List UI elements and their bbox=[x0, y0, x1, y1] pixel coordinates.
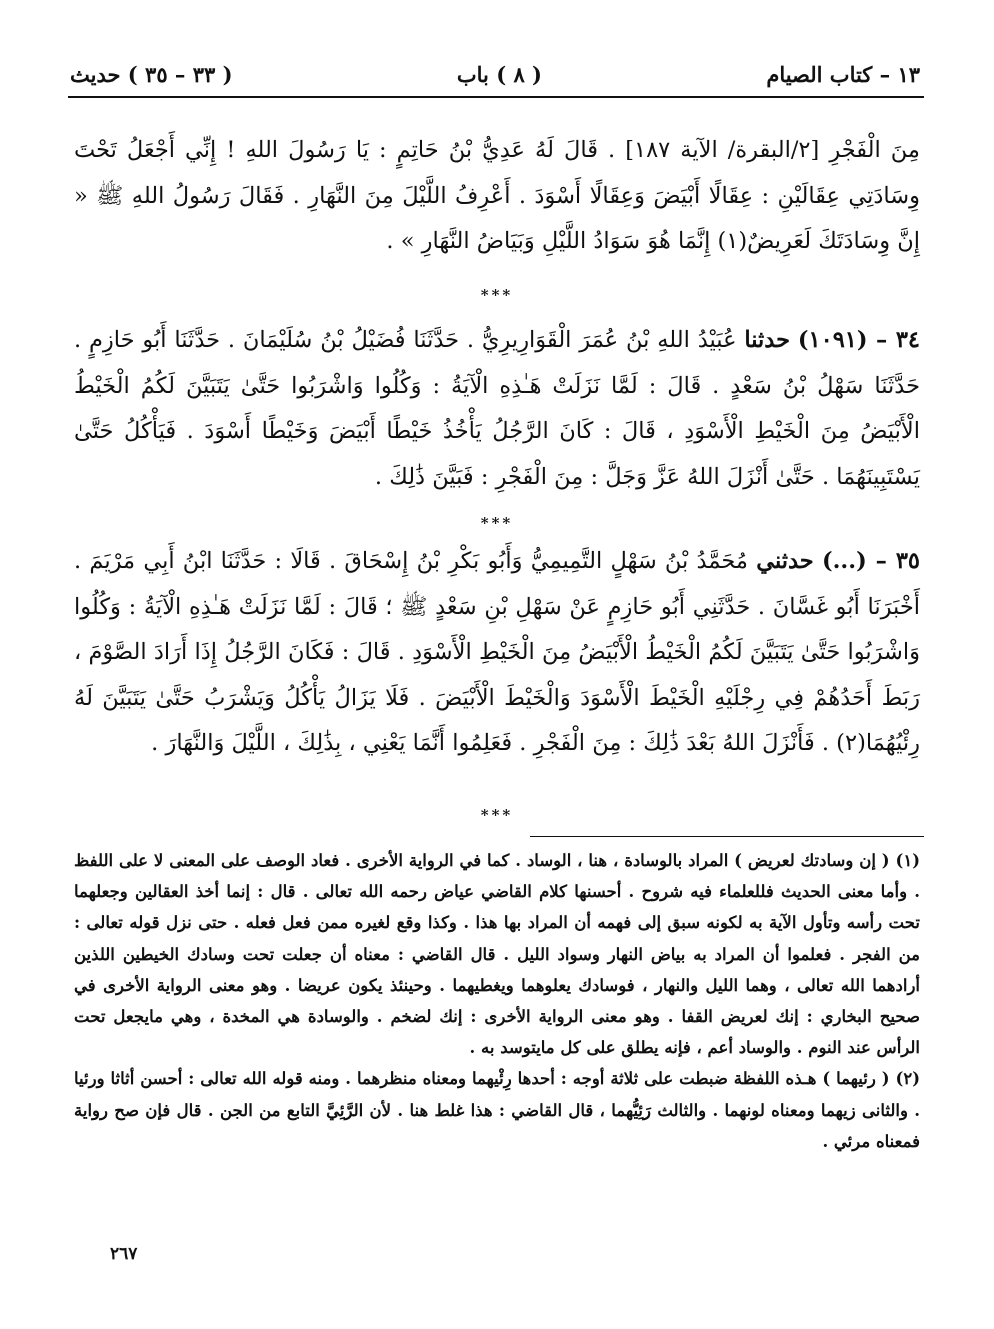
paragraph-text: مِنَ الْفَجْرِ [٢/البقرة/ الآية ١٨٧] . قَالَ لَهُ عَدِيُّ بْنُ حَاتِمٍ : يَا رَسُولَ اللهِ ! إِنِّي أَجْعَلُ تَحْتَ وِسَادَتِي عِقَالَيْنِ : عِقَالًا أَبْيَضَ وَعِقَالًا أَسْوَدَ . أَعْرِفُ اللَّيْلَ مِنَ النَّهَارِ . فَقَالَ رَسُولُ اللهِ ﷺ « إِنَّ وِسَادَتَكَ لَعَرِيضٌ(١) إِنَّمَا هُوَ سَوَادُ اللَّيْلِ وَبَيَاضُ النَّهَارِ » . bbox=[74, 137, 920, 254]
footnote-rule bbox=[530, 836, 924, 837]
hadith-text: عُبَيْدُ اللهِ بْنُ عُمَرَ الْقَوَارِيرِيُّ . حَدَّثَنَا فُضَيْلُ بْنُ سُلَيْمَانَ . حَدَّثَنَا أَبُو حَازِمٍ . حَدَّثَنَا سَهْلُ بْنُ سَعْدٍ . قَالَ : لَمَّا نَزَلَتْ هَـٰذِهِ الْآيَةُ : وَكُلُوا وَاشْرَبُوا حَتَّىٰ يَتَبَيَّنَ لَكُمُ الْخَيْطُ الْأَبْيَضُ مِنَ الْخَيْطِ الْأَسْوَدِ ، قَالَ : كَانَ الرَّجُلُ يَأْخُذُ خَيْطًا أَبْيَضَ وَخَيْطًا أَسْوَدَ . فَيَأْكُلُ حَتَّىٰ يَسْتَبِينَهُمَا . حَتَّىٰ أَنْزَلَ اللهُ عَزَّ وَجَلَّ : مِنَ الْفَجْرِ : فَبَيَّنَ ذَٰلِكَ . bbox=[74, 327, 920, 490]
page-number: ٢٦٧ bbox=[110, 1244, 138, 1264]
header-rule bbox=[68, 96, 924, 98]
footnote-2: (٢) ( رئيهما ) هـذه اللفظة ضبطت على ثلاثة أوجه : أحدها رِئْيهما ومعناه منظرهما . ومنه قوله الله تعالى : أحسن أثاثا ورئيا . والثانى زيهما ومعناه لونهما . والثالث رَئِيُّهما ، قال القاضي : هذا غلط هنا . لأن الرَّئِيَّ التابع من الجن . قال فإن صح رواية فمعناه مرئي . bbox=[74, 1069, 920, 1151]
header-chapter: ١٣ – كتاب الصيام bbox=[766, 61, 920, 87]
separator-stars: *** bbox=[480, 286, 514, 304]
header-section: ( ٨ ) باب bbox=[456, 61, 542, 87]
hadith-34 bbox=[74, 318, 920, 500]
narration-lead: حدثني bbox=[756, 548, 814, 574]
footnote-1: (١) ( إن وسادتك لعريض ) المراد بالوسادة ، هنا ، الوساد . كما في الرواية الأخرى . فعاد الوصف على المعنى لا على اللفظ . وأما معنى الحديث فللعلماء فيه شروح . أحسنها كلام القاضي عياض رحمه الله تعالى . قال : إنما أخذ العقالين وجعلهما تحت رأسه وتأول الآية به لكونه سبق إلى فهمه أن المراد بها هذا . وكذا وقع لغيره ممن فعل فعله . حتى نزل قوله تعالى : من الفجر . فعلموا أن المراد به بياض النهار وسواد الليل . قال القاضي : معناه أن جعلت تحت وسادك الخيطين اللذين أرادهما الله تعالى ، وهما الليل والنهار ، فوسادك يعلوهما ويغطيهما . وحينئذ يكون عريضا . وهو معنى الرواية الأخرى في صحيح البخاري : إنك لعريض القفا . وهو معنى الرواية الأخرى : إنك لضخم . والوسادة هي المخدة ، وهي مايجعل تحت الرأس عند النوم . والوساد أعم ، فإنه يطلق على كل مايتوسد به . bbox=[74, 851, 920, 1058]
hadith-number: ٣٥ – (...) bbox=[821, 548, 920, 574]
hadith-number: ٣٤ – (١٠٩١) bbox=[797, 327, 921, 353]
hadith-text: مُحَمَّدُ بْنُ سَهْلٍ التَّمِيمِيُّ وَأَبُو بَكْرِ بْنُ إِسْحَاقَ . قَالَا : حَدَّثَنَا ابْنُ أَبِي مَرْيَمَ . أَخْبَرَنَا أَبُو غَسَّانَ . حَدَّثَنِي أَبُو حَازِمٍ عَنْ سَهْلِ بْنِ سَعْدٍ ﷺ ؛ قَالَ : لَمَّا نَزَلَتْ هَـٰذِهِ الْآيَةُ : وَكُلُوا وَاشْرَبُوا حَتَّىٰ يَتَبَيَّنَ لَكُمُ الْخَيْطُ الْأَبْيَضُ مِنَ الْخَيْطِ الْأَسْوَدِ . قَالَ : فَكَانَ الرَّجُلُ إِذَا أَرَادَ الصَّوْمَ ، رَبَطَ أَحَدُهُمْ فِي رِجْلَيْهِ الْخَيْطَ الْأَسْوَدَ وَالْخَيْطَ الْأَبْيَضَ . فَلَا يَزَالُ يَأْكُلُ وَيَشْرَبُ حَتَّىٰ يَتَبَيَّنَ لَهُ رِئْيُهُمَا(٢) . فَأَنْزَلَ اللهُ بَعْدَ ذَٰلِكَ : مِنَ الْفَجْرِ . فَعَلِمُوا أَنَّمَا يَعْنِي ، بِذَٰلِكَ ، اللَّيْلَ وَالنَّهَارَ . bbox=[74, 548, 920, 756]
paragraph-continuation bbox=[74, 128, 920, 265]
narration-lead: حدثنا bbox=[744, 327, 791, 353]
hadith-35 bbox=[74, 539, 920, 767]
footnotes bbox=[74, 845, 920, 1157]
separator-stars: *** bbox=[480, 806, 514, 824]
running-header bbox=[70, 56, 920, 92]
separator-stars: *** bbox=[480, 514, 514, 532]
header-hadith-range: ( ٣٣ – ٣٥ ) حديث bbox=[70, 61, 233, 87]
